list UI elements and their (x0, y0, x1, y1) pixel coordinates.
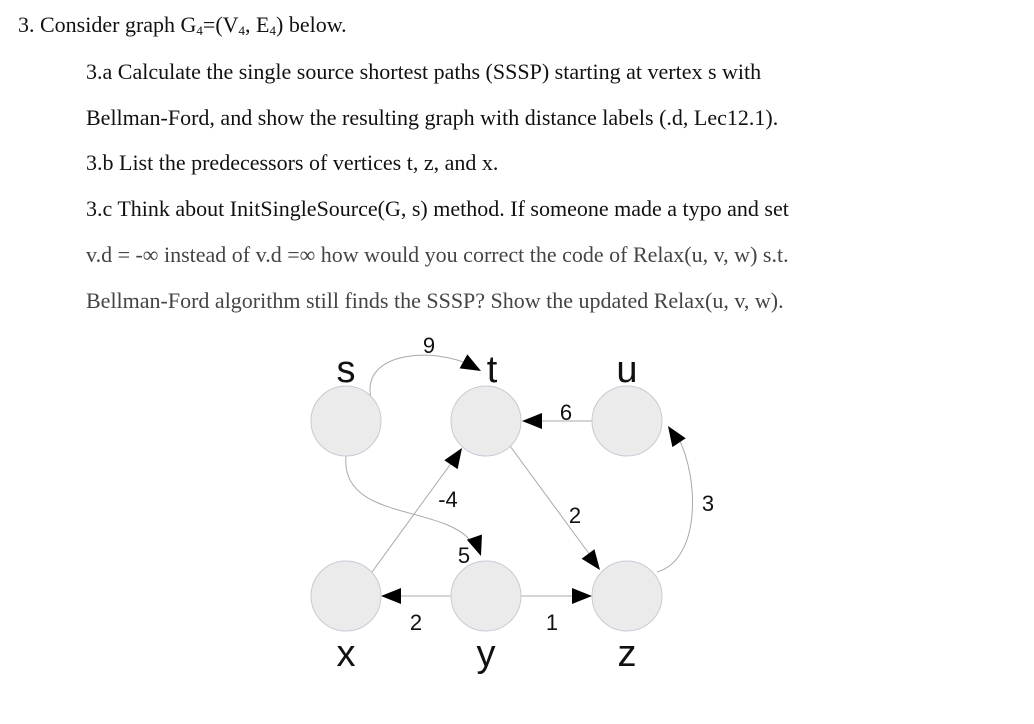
labels-layer (337, 333, 715, 675)
part-c-line-3: Bellman-Ford algorithm still finds the SSSP? Show the updated Relax(u, v, w). (86, 288, 784, 313)
edge-y-x (381, 588, 451, 604)
arrowhead-t-z (582, 549, 600, 570)
vertex-label-t: t (486, 349, 498, 391)
arrowhead-y-z (572, 588, 592, 604)
vertex-y (451, 561, 521, 631)
part-a-line-1: 3.a Calculate the single source shortest paths (SSSP) starting at vertex s with (86, 59, 762, 84)
arrowhead-u-t (522, 413, 542, 429)
edge-weight-s-t: 9 (422, 332, 436, 358)
vertex-z (592, 561, 662, 631)
vertex-u (592, 386, 662, 456)
edge-weight-y-z: 1 (545, 609, 559, 635)
edge-s-y (346, 456, 482, 556)
edge-z-u (657, 426, 693, 572)
edge-weight-s-y: 5 (457, 542, 471, 568)
edge-line-t-z (510, 446, 590, 555)
edge-weight-t-z: 2 (568, 502, 582, 528)
nodes-layer (311, 386, 662, 631)
title-subscript-g: 4 (196, 23, 203, 38)
edge-weight-u-t: 6 (559, 399, 573, 425)
part-b-line: 3.b List the predecessors of vertices t, z, and x. (86, 150, 499, 175)
vertex-label-z: z (617, 633, 637, 675)
arrowhead-s-t (460, 354, 481, 371)
title-text-pre: Consider graph G (40, 12, 197, 37)
vertex-t (451, 386, 521, 456)
edge-t-z (510, 446, 600, 570)
edge-s-t (370, 354, 481, 398)
vertex-s (311, 386, 381, 456)
question-number: 3. (18, 12, 35, 37)
vertex-label-s: s (336, 349, 356, 391)
part-a-line-2: Bellman-Ford, and show the resulting graph with distance labels (.d, Lec12.1). (86, 105, 779, 130)
vertex-label-x: x (336, 633, 356, 675)
arrowhead-z-u (668, 426, 686, 447)
edge-weight-y-x: 2 (409, 609, 423, 635)
title-text-mid: =(V (202, 12, 239, 37)
title-subscript-e: 4 (269, 23, 276, 38)
edge-u-t (522, 413, 592, 429)
edge-weight-z-u: 3 (701, 490, 715, 516)
title-subscript-v: 4 (238, 23, 246, 38)
vertex-label-u: u (616, 349, 638, 391)
edge-weight-x-t: -4 (438, 486, 458, 512)
edge-line-x-t (372, 462, 452, 572)
edge-line-z-u (657, 437, 693, 572)
vertex-x (311, 561, 381, 631)
arrowhead-y-x (381, 588, 401, 604)
part-c-line-2: v.d = -∞ instead of v.d =∞ how would you correct the code of Relax(u, v, w) s.t. (86, 242, 789, 267)
title-text-post: ) below. (276, 12, 347, 37)
part-c-line-1: 3.c Think about InitSingleSource(G, s) method. If someone made a typo and set (86, 196, 789, 221)
title-text-sep: , E (245, 12, 270, 37)
vertex-label-y: y (476, 633, 496, 675)
edge-y-z (521, 588, 592, 604)
arrowhead-x-t (444, 448, 462, 469)
